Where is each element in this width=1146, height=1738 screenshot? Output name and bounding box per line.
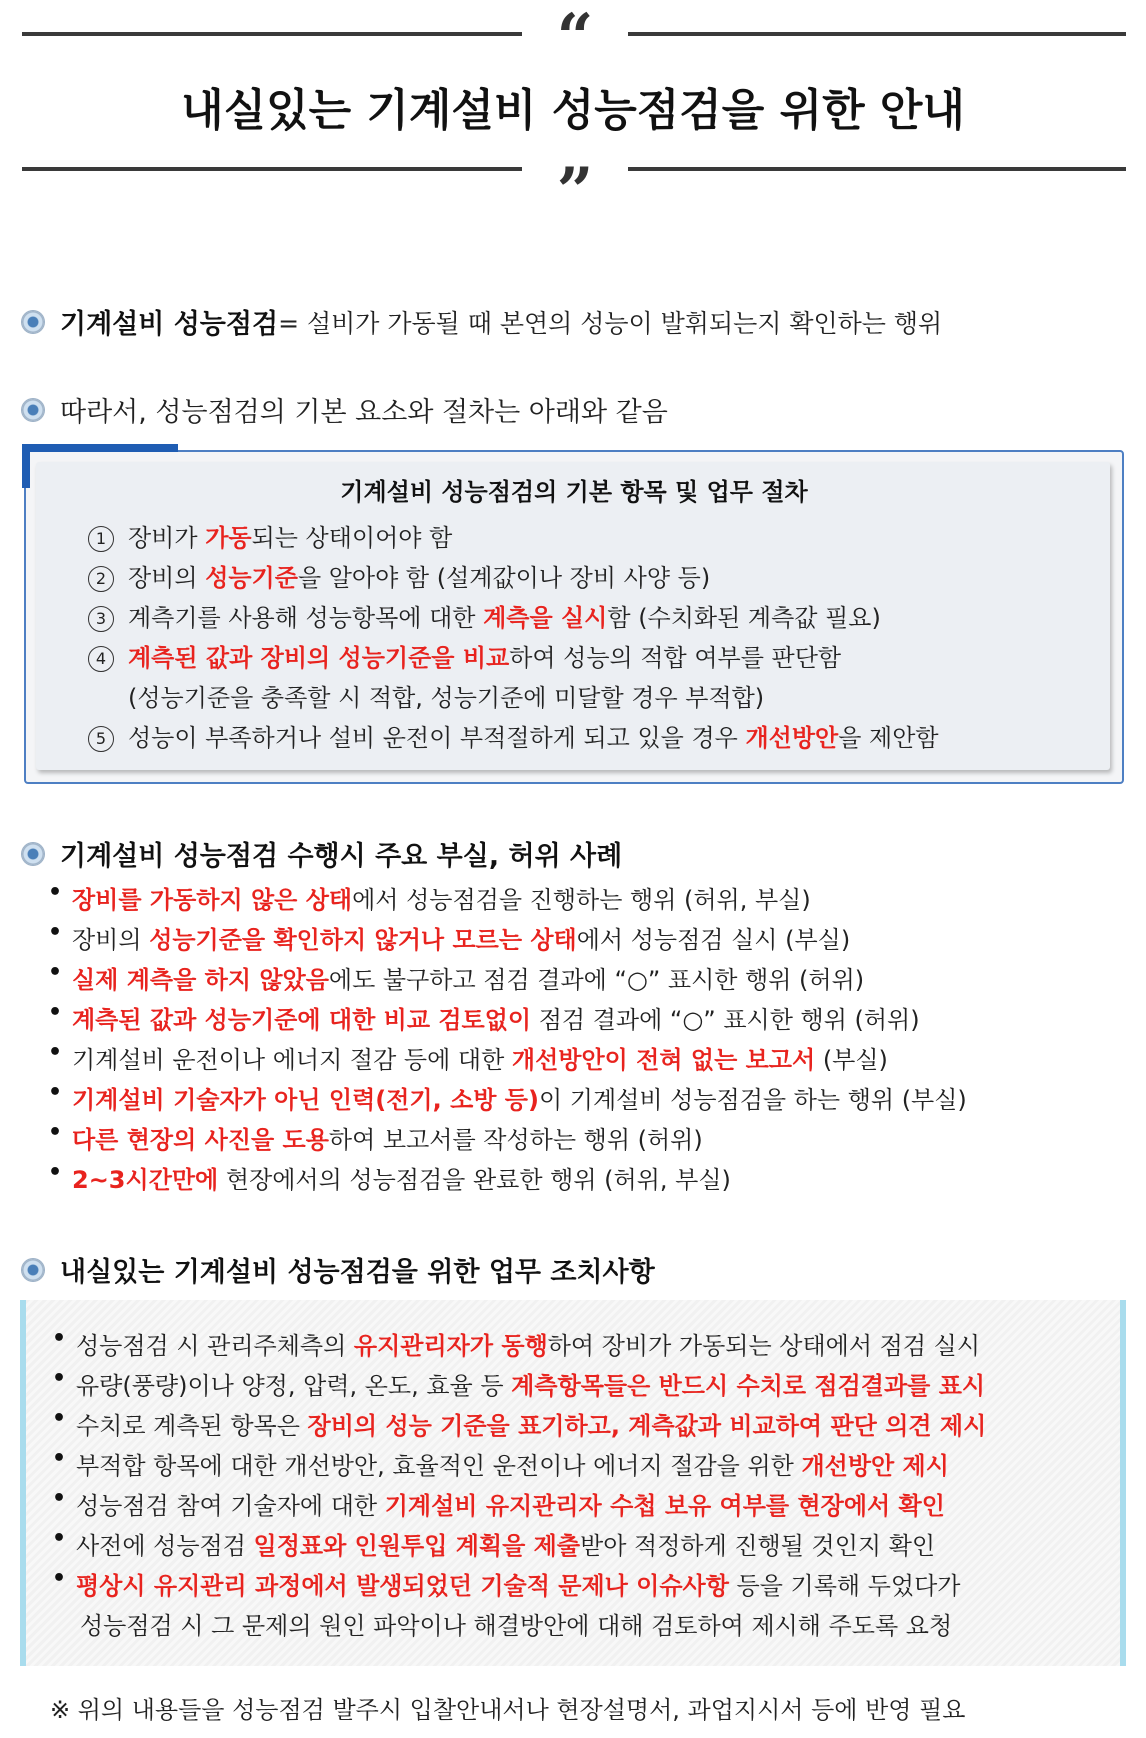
case-item: • 장비의 성능기준을 확인하지 않거나 모르는 상태에서 성능점검 실시 (부실) — [58, 920, 850, 955]
box-accent-bar — [22, 444, 178, 452]
header-line-bottom-left — [22, 167, 522, 171]
action-item: • 성능점검 참여 기술자에 대한 기계설비 유지관리자 수첩 보유 여부를 현장에서 확인 — [58, 1486, 945, 1521]
bullet-circle-icon — [22, 311, 44, 333]
cases-heading: 기계설비 성능점검 수행시 주요 부실, 허위 사례 — [60, 841, 623, 872]
bullet-circle-icon — [22, 399, 44, 421]
section-definition — [22, 302, 942, 341]
section-cases — [22, 834, 622, 873]
case-item: • 기계설비 운전이나 에너지 절감 등에 대한 개선방안이 전혀 없는 보고서 (부실) — [58, 1040, 888, 1075]
definition-text: = 설비가 가동될 때 본연의 성능이 발휘되는지 확인하는 행위 — [278, 308, 943, 338]
circled-number: 1 — [88, 526, 114, 552]
circled-number: 3 — [88, 606, 114, 632]
action-item: • 성능점검 시 관리주체측의 유지관리자가 동행하여 장비가 가동되는 상태에서 점검 실시 — [58, 1326, 980, 1361]
action-item: • 평상시 유지관리 과정에서 발생되었던 기술적 문제나 이슈사항 등을 기록해 두었다가 — [58, 1566, 960, 1601]
bullet-circle-icon — [22, 1259, 44, 1281]
procedure-item: 3 계측기를 사용해 성능항목에 대한 계측을 실시함 (수치화된 계측값 필요) — [88, 598, 881, 633]
procedure-item: 2 장비의 성능기준을 알아야 함 (설계값이나 장비 사양 등) — [88, 558, 710, 593]
circled-number: 2 — [88, 566, 114, 592]
case-item: • 실제 계측을 하지 않았음에도 불구하고 점검 결과에 “○” 표시한 행위 (허위) — [58, 960, 864, 995]
procedure-item: 4 계측된 값과 장비의 성능기준을 비교하여 성능의 적합 여부를 판단함 — [88, 638, 841, 673]
procedure-item-continuation: (성능기준을 충족할 시 적합, 성능기준에 미달할 경우 부적합) — [128, 684, 765, 712]
circled-number: 4 — [88, 646, 114, 672]
action-item-continuation: 성능점검 시 그 문제의 원인 파악이나 해결방안에 대해 검토하여 제시해 주도록 요청 — [80, 1612, 953, 1640]
procedure-item: 1 장비가 가동되는 상태이어야 함 — [88, 518, 452, 553]
header-line-bottom-right — [628, 167, 1126, 171]
section-intro — [22, 390, 668, 429]
procedure-item: 5 성능이 부족하거나 설비 운전이 부적절하게 되고 있을 경우 개선방안을 제안함 — [88, 718, 939, 753]
footnote: ※ 위의 내용들을 성능점검 발주시 입찰안내서나 현장설명서, 과업지시서 등에 반영 필요 — [50, 1696, 966, 1724]
section-actions — [22, 1250, 655, 1289]
definition-term: 기계설비 성능점검 — [60, 309, 279, 340]
procedure-box-title: 기계설비 성능점검의 기본 항목 및 업무 절차 — [340, 478, 808, 506]
close-quote-icon: ” — [556, 154, 594, 229]
action-item: • 수치로 계측된 항목은 장비의 성능 기준을 표기하고, 계측값과 비교하여 판단 의견 제시 — [58, 1406, 986, 1441]
case-item: • 2~3시간만에 현장에서의 성능점검을 완료한 행위 (허위, 부실) — [58, 1160, 731, 1195]
header-line-top-right — [628, 32, 1126, 36]
bullet-circle-icon — [22, 843, 44, 865]
actions-heading: 내실있는 기계설비 성능점검을 위한 업무 조치사항 — [60, 1257, 655, 1288]
action-item: • 유량(풍량)이나 양정, 압력, 온도, 효율 등 계측항목들은 반드시 수치로 점검결과를 표시 — [58, 1366, 985, 1401]
action-item: • 사전에 성능점검 일정표와 인원투입 계획을 제출받아 적정하게 진행될 것인지 확인 — [58, 1526, 935, 1561]
intro-text: 따라서, 성능점검의 기본 요소와 절차는 아래와 같음 — [60, 397, 668, 428]
case-item: • 장비를 가동하지 않은 상태에서 성능점검을 진행하는 행위 (허위, 부실) — [58, 880, 811, 915]
case-item: • 기계설비 기술자가 아닌 인력(전기, 소방 등)이 기계설비 성능점검을 하는 행위 (부실) — [58, 1080, 967, 1115]
circled-number: 5 — [88, 726, 114, 752]
page-title: 내실있는 기계설비 성능점검을 위한 안내 — [181, 85, 965, 136]
open-quote-icon: “ — [556, 0, 594, 75]
header-line-top-left — [22, 32, 522, 36]
action-item: • 부적합 항목에 대한 개선방안, 효율적인 운전이나 에너지 절감을 위한 개선방안 제시 — [58, 1446, 949, 1481]
case-item: • 다른 현장의 사진을 도용하여 보고서를 작성하는 행위 (허위) — [58, 1120, 703, 1155]
case-item: • 계측된 값과 성능기준에 대한 비교 검토없이 점검 결과에 “○” 표시한 행위 (허위) — [58, 1000, 920, 1035]
